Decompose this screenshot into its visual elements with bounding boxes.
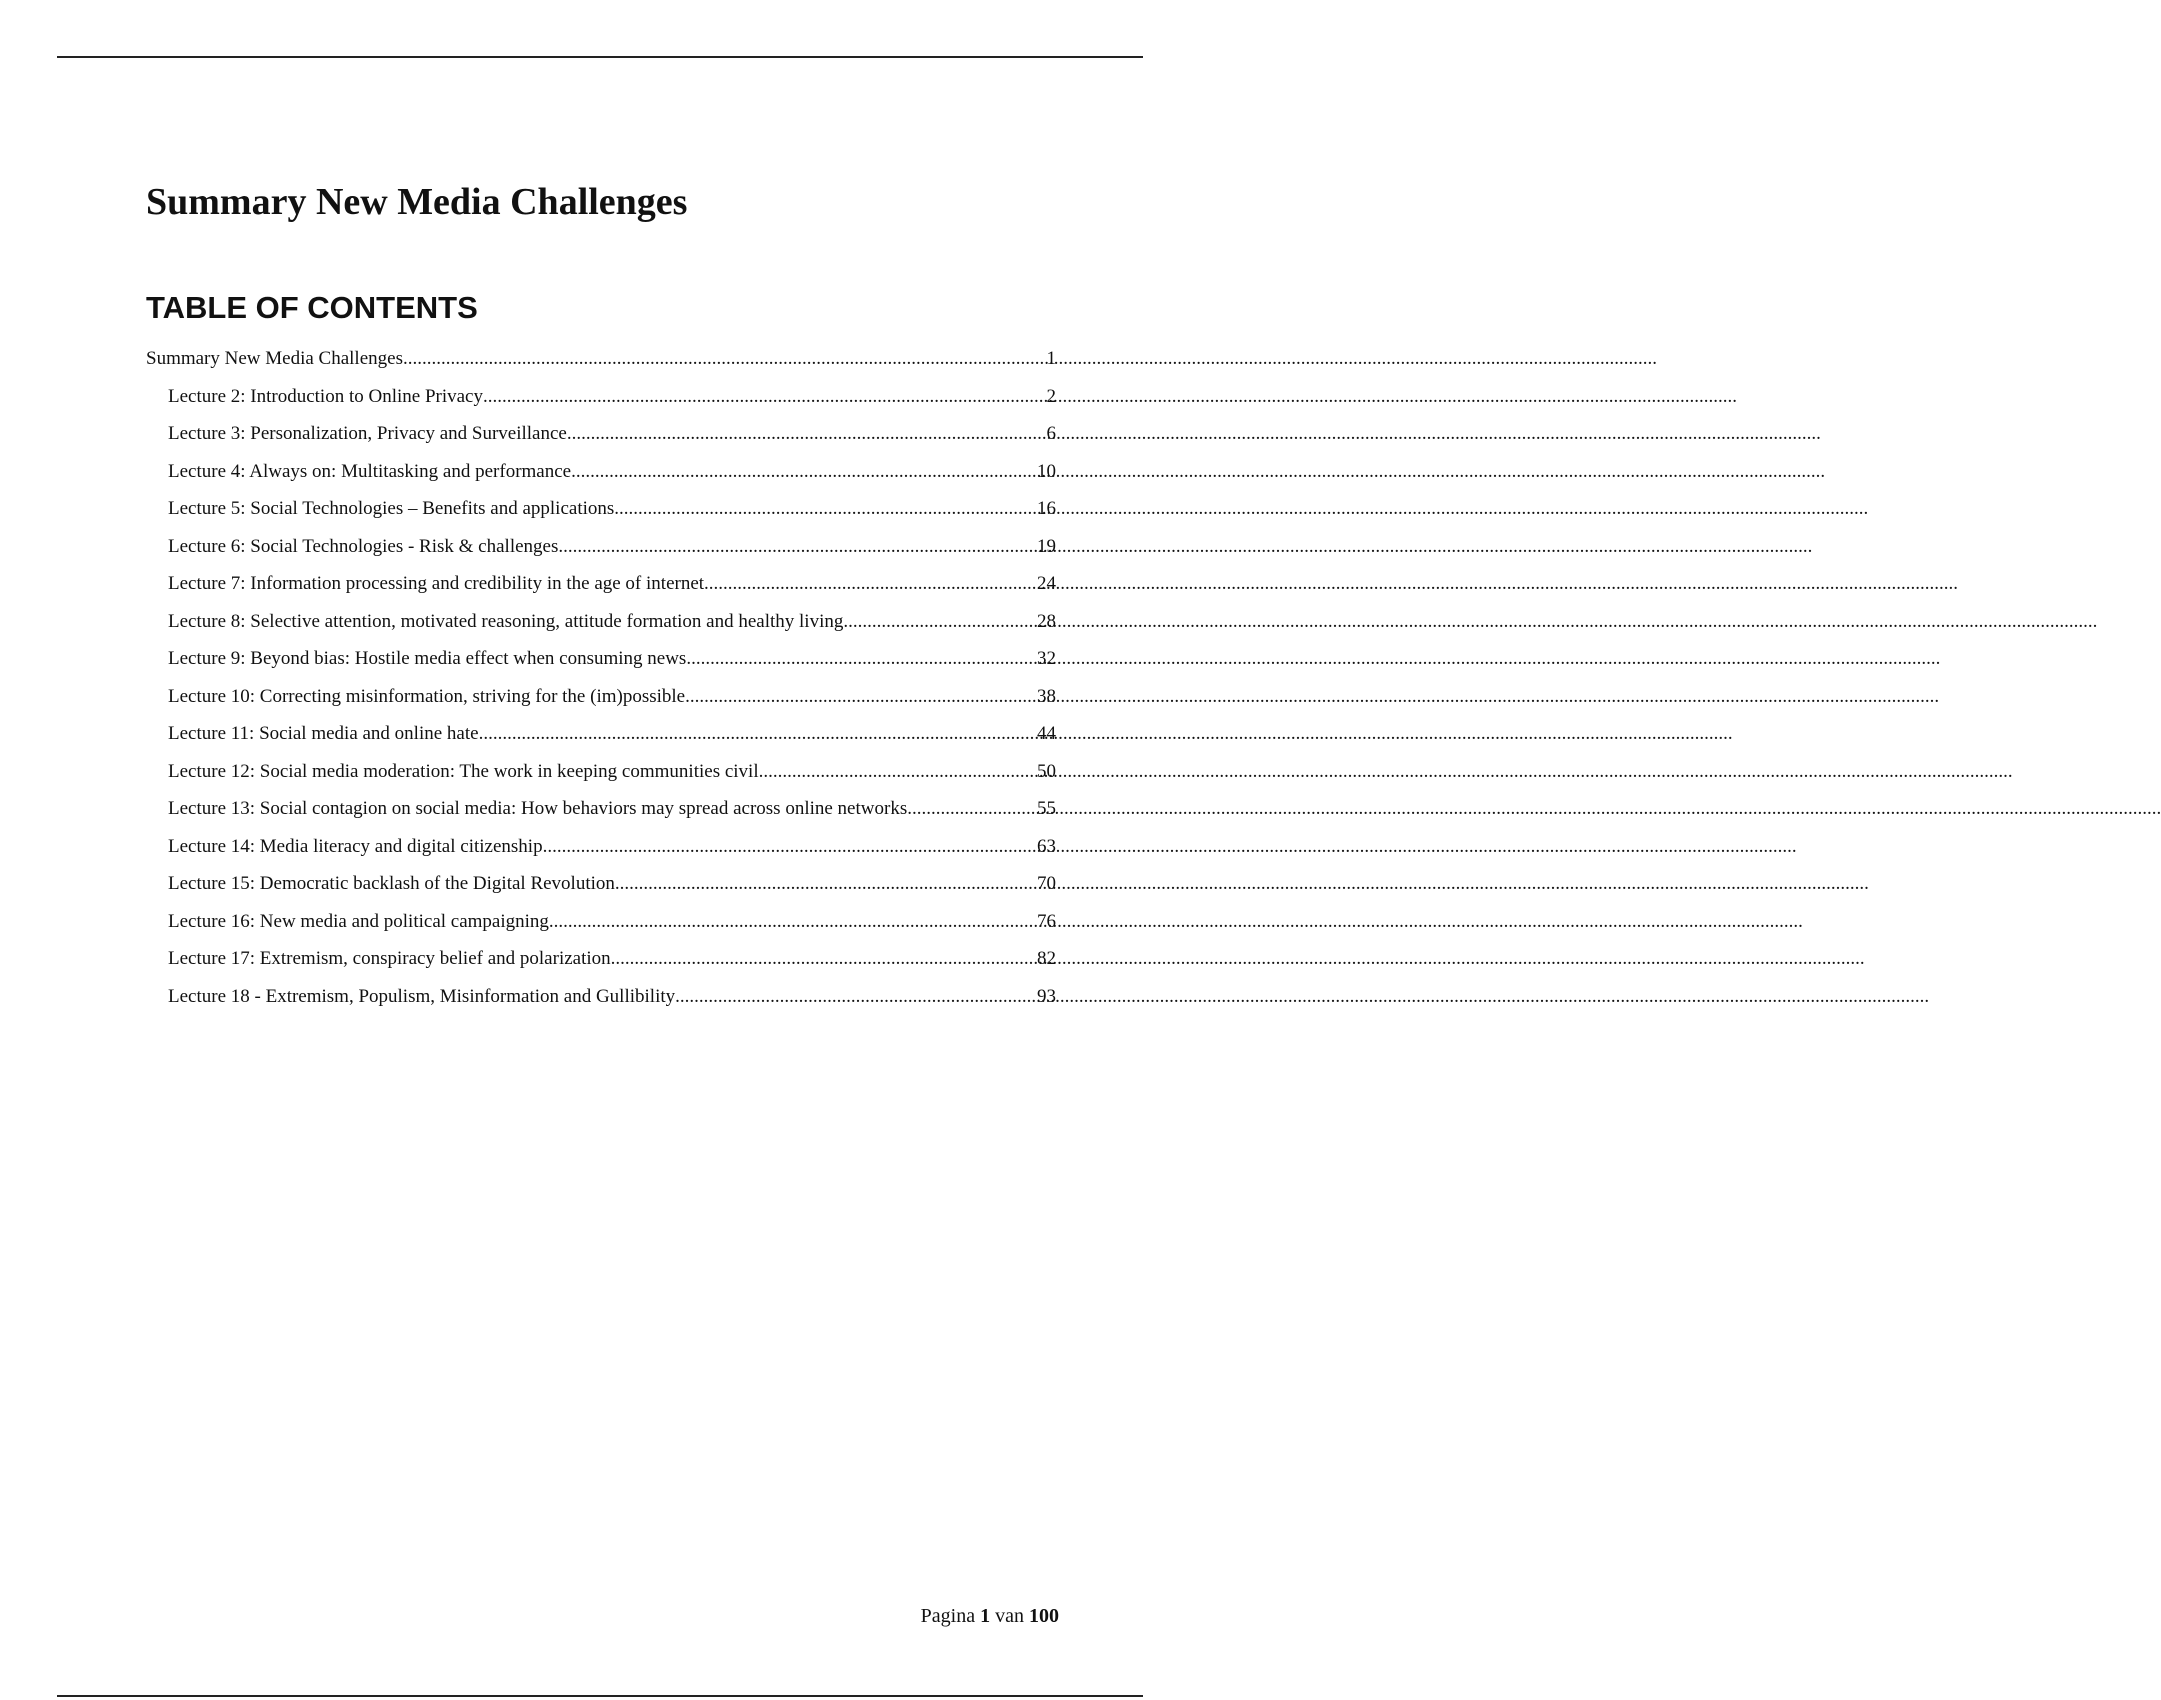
toc-entry[interactable] [146,528,1056,566]
toc-entry-page-number: 6 [1046,423,1056,444]
header-rule [57,56,1143,58]
toc-entry-label: Lecture 5: Social Technologies – Benefits and applications [168,498,615,519]
toc-dot-leader [483,378,1047,416]
toc-dot-leader [675,978,1037,1016]
toc-entry[interactable] [146,415,1056,453]
footer-total-pages: 100 [1029,1605,1059,1627]
toc-entry-label: Lecture 10: Correcting misinformation, striving for the (im)possible [168,685,686,707]
toc-entry-label: Lecture 17: Extremism, conspiracy belief and polarization [168,948,611,969]
toc-entry[interactable] [146,753,1056,791]
toc-dot-leader [843,603,1037,641]
toc-dot-leader [614,490,1037,528]
toc-entry-label: Lecture 14: Media literacy and digital citizenship [168,835,543,857]
toc-entry-label: Lecture 13: Social contagion on social media: How behaviors may spread across online networks [168,798,908,819]
toc-entry[interactable] [146,678,1056,716]
toc-entry-label: Lecture 18 - Extremism, Populism, Misinformation and Gullibility [168,985,676,1007]
toc-entry-page-number: 28 [1037,610,1056,632]
toc-dot-leader [558,528,1037,566]
toc-entry-label: Summary New Media Challenges [146,348,403,369]
toc-dot-leader [615,865,1037,903]
toc-dot-leader [704,565,1037,603]
toc-entry-page-number: 70 [1037,873,1056,894]
toc-entry-label: Lecture 9: Beyond bias: Hostile media effect when consuming news [168,648,687,669]
toc-dot-leader [571,453,1037,491]
footer-current-page: 1 [980,1605,991,1627]
toc-entry[interactable] [146,378,1056,416]
toc-entry-page-number: 76 [1037,910,1056,932]
toc-dot-leader [479,715,1037,753]
toc-entry-label: Lecture 16: New media and political campaigning [168,910,549,932]
toc-entry[interactable] [146,453,1056,491]
toc-entry[interactable] [146,865,1056,903]
toc-entry-label: Lecture 12: Social media moderation: The work in keeping communities civil [168,760,759,782]
toc-dot-leader [686,640,1037,678]
toc-entry[interactable] [146,903,1056,941]
toc-dot-leader [907,790,1037,828]
toc-entry-page-number: 19 [1037,535,1056,557]
document-title: Summary New Media Challenges [146,181,688,223]
toc-entry-page-number: 1 [1046,348,1056,369]
toc-entry-page-number: 16 [1037,498,1056,519]
toc-dot-leader [611,940,1037,978]
toc-dot-leader [543,828,1037,866]
toc-dot-leader [567,415,1047,453]
toc-entry[interactable] [146,790,1056,828]
footer-prefix: Pagina [920,1605,976,1627]
footer-rule [57,1695,1143,1697]
toc-entry-page-number: 63 [1037,835,1056,857]
toc-entry-page-number: 2 [1046,385,1056,407]
toc-entry[interactable] [146,490,1056,528]
toc-entry-page-number: 93 [1037,985,1056,1007]
toc-entry-page-number: 82 [1037,948,1056,969]
toc-dot-leader [549,903,1037,941]
toc-entry[interactable] [146,940,1056,978]
toc-dot-leader [685,678,1037,716]
footer-separator: van [995,1605,1024,1627]
toc-entry[interactable] [146,978,1056,1016]
toc-entry[interactable] [146,340,1056,378]
toc-entry-page-number: 44 [1037,723,1056,744]
toc-entry-label: Lecture 15: Democratic backlash of the Digital Revolution [168,873,615,894]
toc-entry-page-number: 24 [1037,573,1056,594]
toc-entry[interactable] [146,828,1056,866]
toc-entry-page-number: 38 [1037,685,1056,707]
toc-entry[interactable] [146,565,1056,603]
page-footer [921,1605,1059,1628]
toc-entry-page-number: 55 [1037,798,1056,819]
toc-entry-label: Lecture 4: Always on: Multitasking and performance [168,460,572,482]
toc-entry-label: Lecture 7: Information processing and credibility in the age of internet [168,573,705,594]
toc-entry-label: Lecture 6: Social Technologies - Risk & challenges [168,535,559,557]
toc-entry-page-number: 50 [1037,760,1056,782]
toc-heading: TABLE OF CONTENTS [146,290,478,325]
toc-entry-label: Lecture 8: Selective attention, motivated reasoning, attitude formation and healthy living [168,610,844,632]
toc-entry[interactable] [146,603,1056,641]
toc-entry-label: Lecture 11: Social media and online hate [168,723,479,744]
toc-entry[interactable] [146,715,1056,753]
toc-dot-leader [403,340,1047,378]
toc-entry[interactable] [146,640,1056,678]
toc-entry-label: Lecture 2: Introduction to Online Privacy [168,385,483,407]
table-of-contents [146,340,1056,1015]
toc-dot-leader [759,753,1037,791]
toc-entry-page-number: 10 [1037,460,1056,482]
toc-entry-label: Lecture 3: Personalization, Privacy and Surveillance [168,423,567,444]
toc-entry-page-number: 32 [1037,648,1056,669]
